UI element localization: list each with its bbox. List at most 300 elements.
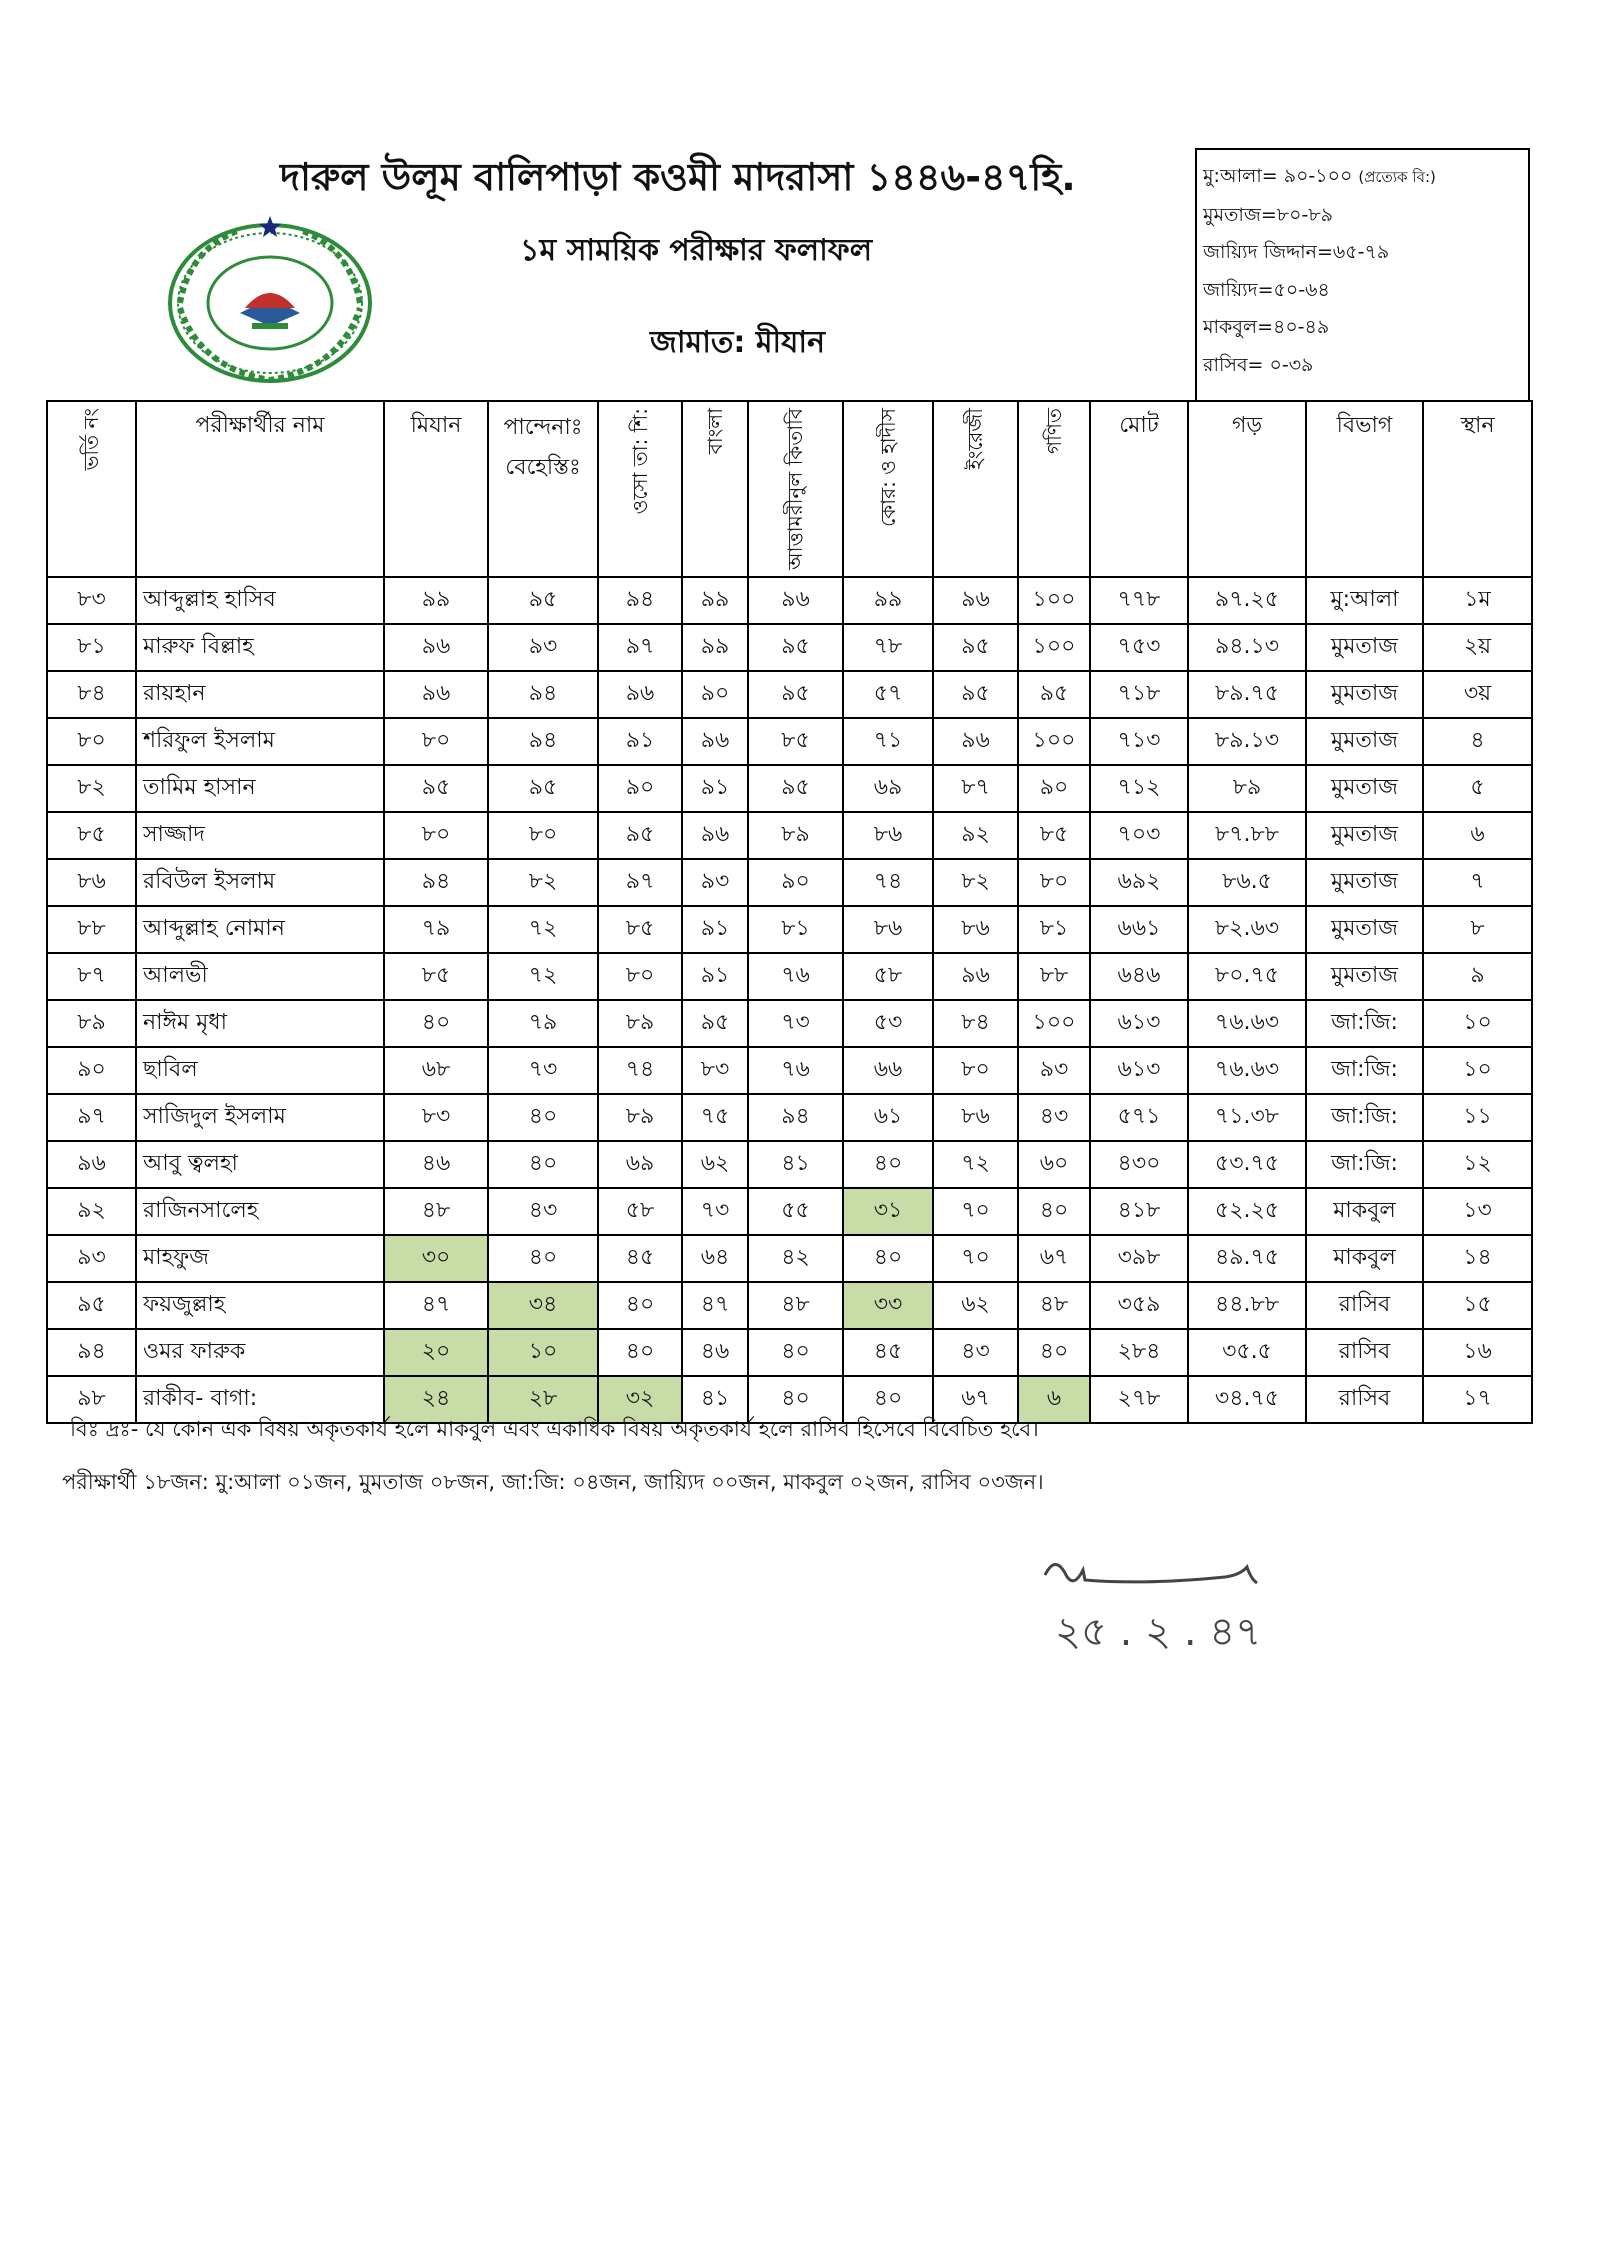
- table-cell: ৮৪: [933, 1000, 1018, 1047]
- student-name-cell: রাজিনসালেহ: [136, 1188, 384, 1235]
- table-cell: ৬৯: [598, 1141, 682, 1188]
- table-cell: ১৪: [1423, 1235, 1532, 1282]
- table-cell: ১৩: [1423, 1188, 1532, 1235]
- table-row: [47, 1329, 1532, 1376]
- table-cell: ৭৬: [748, 1047, 843, 1094]
- table-cell: ৬৭: [933, 1376, 1018, 1423]
- table-cell: জা:জি:: [1306, 1000, 1423, 1047]
- table-cell: ৪০: [843, 1235, 933, 1282]
- madrasa-logo: [160, 208, 380, 388]
- table-cell: ৩২: [598, 1376, 682, 1423]
- table-cell: ৬০: [1018, 1141, 1090, 1188]
- table-cell: ৪০: [748, 1376, 843, 1423]
- table-cell: ৮৭: [47, 953, 136, 1000]
- table-cell: ১০: [1423, 1000, 1532, 1047]
- exam-subtitle: ১ম সাময়িক পরীক্ষার ফলাফল: [520, 233, 873, 268]
- table-cell: ৭৯: [488, 1000, 598, 1047]
- table-cell: ৮৪: [47, 671, 136, 718]
- table-cell: ৬৭: [1018, 1235, 1090, 1282]
- legend-item: জায়্যিদ জিদ্দান=৬৫-৭৯: [1203, 241, 1390, 263]
- student-name-cell: আব্দুল্লাহ হাসিব: [136, 577, 384, 624]
- table-row: [47, 906, 1532, 953]
- table-cell: ৮২: [933, 859, 1018, 906]
- table-cell: ৭২: [933, 1141, 1018, 1188]
- table-cell: ৭৮: [843, 624, 933, 671]
- table-cell: ৮৯.৭৫: [1188, 671, 1306, 718]
- table-cell: ৯১: [682, 953, 748, 1000]
- table-row: [47, 1188, 1532, 1235]
- table-cell: ৪৫: [843, 1329, 933, 1376]
- table-cell: ৯৬: [748, 577, 843, 624]
- table-cell: ৯৫: [488, 577, 598, 624]
- table-cell: ২৮৪: [1090, 1329, 1188, 1376]
- table-cell: ৮২: [488, 859, 598, 906]
- table-cell: ৯৭.২৫: [1188, 577, 1306, 624]
- table-cell: ৪০: [843, 1376, 933, 1423]
- header-roll: ভর্তি নং: [47, 401, 136, 577]
- table-cell: ৭৫৩: [1090, 624, 1188, 671]
- table-cell: ১ম: [1423, 577, 1532, 624]
- table-cell: ৭০: [933, 1188, 1018, 1235]
- table-cell: ৯০: [1018, 765, 1090, 812]
- grading-legend: [1195, 148, 1530, 400]
- header-position: স্থান: [1423, 401, 1532, 577]
- table-cell: ২৮: [488, 1376, 598, 1423]
- table-row: [47, 671, 1532, 718]
- table-cell: ৪০: [843, 1141, 933, 1188]
- header-english: ইংরেজী: [933, 401, 1018, 577]
- table-cell: ৪৯.৭৫: [1188, 1235, 1306, 1282]
- header-mizan: মিযান: [384, 401, 488, 577]
- table-cell: ৫৩: [843, 1000, 933, 1047]
- table-cell: ৫৭: [843, 671, 933, 718]
- table-cell: ৭৭৮: [1090, 577, 1188, 624]
- table-row: [47, 765, 1532, 812]
- table-cell: ৪১: [748, 1141, 843, 1188]
- table-cell: ৪৬: [682, 1329, 748, 1376]
- table-cell: ৪০: [1018, 1188, 1090, 1235]
- table-cell: ৬৮: [384, 1047, 488, 1094]
- table-cell: ৭৪: [843, 859, 933, 906]
- table-cell: ৪১: [682, 1376, 748, 1423]
- table-cell: ৪: [1423, 718, 1532, 765]
- table-cell: ৮৫: [384, 953, 488, 1000]
- table-cell: ১৭: [1423, 1376, 1532, 1423]
- table-cell: ৮২: [47, 765, 136, 812]
- table-cell: ৮০: [384, 718, 488, 765]
- table-cell: ৯৬: [47, 1141, 136, 1188]
- table-cell: ১০: [1423, 1047, 1532, 1094]
- table-cell: ৯৬: [384, 624, 488, 671]
- table-cell: ৭৬: [748, 953, 843, 1000]
- table-cell: ৯৫: [682, 1000, 748, 1047]
- table-cell: ৬৪: [682, 1235, 748, 1282]
- table-cell: ৪০: [748, 1329, 843, 1376]
- legend-note: (প্রত্যেক বি:): [1358, 168, 1436, 186]
- table-cell: ৮৯: [748, 812, 843, 859]
- table-cell: ৪৫: [598, 1235, 682, 1282]
- table-cell: ৮২.৬৩: [1188, 906, 1306, 953]
- table-cell: ৭১.৩৮: [1188, 1094, 1306, 1141]
- table-row: [47, 859, 1532, 906]
- table-cell: ৯৪: [488, 718, 598, 765]
- table-cell: ৪৮: [1018, 1282, 1090, 1329]
- table-cell: ৭১: [843, 718, 933, 765]
- table-cell: ৫৭১: [1090, 1094, 1188, 1141]
- table-cell: ৯: [1423, 953, 1532, 1000]
- table-cell: ৭৪: [598, 1047, 682, 1094]
- table-cell: ২য়: [1423, 624, 1532, 671]
- table-cell: ২৪: [384, 1376, 488, 1423]
- table-cell: মুমতাজ: [1306, 906, 1423, 953]
- table-cell: ৮৫: [1018, 812, 1090, 859]
- table-cell: ৪৪.৮৮: [1188, 1282, 1306, 1329]
- table-row: [47, 624, 1532, 671]
- table-cell: ৮৭.৮৮: [1188, 812, 1306, 859]
- table-row: [47, 1235, 1532, 1282]
- table-cell: ৪৩০: [1090, 1141, 1188, 1188]
- student-name-cell: রায়হান: [136, 671, 384, 718]
- table-cell: ৭: [1423, 859, 1532, 906]
- table-cell: ৪৩: [933, 1329, 1018, 1376]
- table-cell: ৪৭: [384, 1282, 488, 1329]
- table-cell: ৮৫: [748, 718, 843, 765]
- table-cell: মুমতাজ: [1306, 953, 1423, 1000]
- table-cell: মুমতাজ: [1306, 812, 1423, 859]
- table-cell: ৯৪: [748, 1094, 843, 1141]
- signature: [1025, 1545, 1325, 1675]
- student-name-cell: ছাবিল: [136, 1047, 384, 1094]
- table-cell: ৮১: [1018, 906, 1090, 953]
- legend-item: মাকবুল=৪০-৪৯: [1203, 316, 1330, 338]
- table-cell: ৯২: [47, 1188, 136, 1235]
- table-cell: জা:জি:: [1306, 1141, 1423, 1188]
- legend-item: মুমতাজ=৮০-৮৯: [1203, 203, 1333, 226]
- table-row: [47, 577, 1532, 624]
- table-cell: ৭৬.৬৩: [1188, 1047, 1306, 1094]
- table-cell: ৯৫: [384, 765, 488, 812]
- table-cell: ৯৫: [748, 671, 843, 718]
- table-cell: ৫২.২৫: [1188, 1188, 1306, 1235]
- table-cell: ১৫: [1423, 1282, 1532, 1329]
- table-cell: ৬১৩: [1090, 1047, 1188, 1094]
- table-cell: ৯৫: [47, 1282, 136, 1329]
- table-cell: ৪০: [1018, 1329, 1090, 1376]
- student-name-cell: রাকীব- বাগা:: [136, 1376, 384, 1423]
- table-cell: ১২: [1423, 1141, 1532, 1188]
- table-cell: ৮৩: [47, 577, 136, 624]
- table-cell: মুমতাজ: [1306, 671, 1423, 718]
- table-cell: ৯৫: [933, 624, 1018, 671]
- table-cell: ৯৬: [933, 718, 1018, 765]
- table-cell: ৮: [1423, 906, 1532, 953]
- table-cell: ৯৫: [598, 812, 682, 859]
- header-tamrin: আত্তামরীনুল কিতাবি: [748, 401, 843, 577]
- table-cell: ৮৭: [933, 765, 1018, 812]
- student-name-cell: নাঈম মৃধা: [136, 1000, 384, 1047]
- table-cell: ৫৩.৭৫: [1188, 1141, 1306, 1188]
- table-cell: ৮৩: [682, 1047, 748, 1094]
- table-cell: ৪০: [598, 1282, 682, 1329]
- table-cell: ৭২: [488, 906, 598, 953]
- table-header-row: [47, 401, 1532, 577]
- table-cell: ৬: [1423, 812, 1532, 859]
- table-cell: ৮৫: [47, 812, 136, 859]
- table-cell: ৩৯৮: [1090, 1235, 1188, 1282]
- table-cell: ৪২: [748, 1235, 843, 1282]
- table-cell: ৫: [1423, 765, 1532, 812]
- table-cell: ৭৫: [682, 1094, 748, 1141]
- table-cell: ৯০: [748, 859, 843, 906]
- table-cell: ৩৫৯: [1090, 1282, 1188, 1329]
- table-cell: ২৭৮: [1090, 1376, 1188, 1423]
- student-name-cell: মাহফুজ: [136, 1235, 384, 1282]
- table-cell: ৯৩: [682, 859, 748, 906]
- student-name-cell: তামিম হাসান: [136, 765, 384, 812]
- table-cell: ৩৩: [843, 1282, 933, 1329]
- student-name-cell: শরিফুল ইসলাম: [136, 718, 384, 765]
- table-cell: ৯৭: [598, 624, 682, 671]
- student-name-cell: ওমর ফারুক: [136, 1329, 384, 1376]
- table-cell: ৬১৩: [1090, 1000, 1188, 1047]
- table-cell: ৮৬: [47, 859, 136, 906]
- table-cell: ৯৩: [47, 1235, 136, 1282]
- table-cell: ৯৮: [47, 1376, 136, 1423]
- table-cell: ৯৬: [598, 671, 682, 718]
- student-name-cell: আবু ত্বলহা: [136, 1141, 384, 1188]
- table-cell: ১০০: [1018, 1000, 1090, 1047]
- table-cell: ৯৪: [488, 671, 598, 718]
- table-cell: ৬: [1018, 1376, 1090, 1423]
- table-cell: ৯৫: [1018, 671, 1090, 718]
- table-cell: ৭০: [933, 1235, 1018, 1282]
- table-cell: ৯৬: [933, 577, 1018, 624]
- table-cell: ৪৩: [488, 1188, 598, 1235]
- table-cell: ১০০: [1018, 577, 1090, 624]
- table-cell: ৯৯: [384, 577, 488, 624]
- student-name-cell: সাজ্জাদ: [136, 812, 384, 859]
- table-cell: ৪০: [598, 1329, 682, 1376]
- table-cell: মুমতাজ: [1306, 859, 1423, 906]
- student-name-cell: রবিউল ইসলাম: [136, 859, 384, 906]
- table-cell: ৬৯: [843, 765, 933, 812]
- table-cell: ৬১: [843, 1094, 933, 1141]
- table-cell: ৪৩: [1018, 1094, 1090, 1141]
- table-row: [47, 718, 1532, 765]
- table-cell: ৮৬.৫: [1188, 859, 1306, 906]
- header-bangla: বাংলা: [682, 401, 748, 577]
- table-cell: ৯২: [933, 812, 1018, 859]
- header-division: বিভাগ: [1306, 401, 1423, 577]
- table-cell: ৪০: [488, 1235, 598, 1282]
- table-cell: ১০০: [1018, 624, 1090, 671]
- table-cell: ৯৬: [933, 953, 1018, 1000]
- table-cell: মুমতাজ: [1306, 624, 1423, 671]
- table-cell: ৫৮: [598, 1188, 682, 1235]
- table-row: [47, 1000, 1532, 1047]
- table-cell: ১১: [1423, 1094, 1532, 1141]
- table-cell: ৬২: [933, 1282, 1018, 1329]
- summary-note: পরীক্ষার্থী ১৮জন: মু:আলা ০১জন, মুমতাজ ০৮জন, জা:জি: ০৪জন, জায়্যিদ ০০জন, মাকবুল ০২জন, রাসিব ০৩জন।: [62, 1470, 1044, 1494]
- table-cell: ৬৪৬: [1090, 953, 1188, 1000]
- table-cell: ৮০: [933, 1047, 1018, 1094]
- table-cell: ৪৬: [384, 1141, 488, 1188]
- table-cell: ৯০: [682, 671, 748, 718]
- table-row: [47, 1141, 1532, 1188]
- table-cell: ৯৫: [748, 765, 843, 812]
- table-cell: জা:জি:: [1306, 1094, 1423, 1141]
- table-row: [47, 1094, 1532, 1141]
- table-cell: ৬৯২: [1090, 859, 1188, 906]
- results-table: [46, 400, 1533, 1424]
- table-cell: ৯৭: [598, 859, 682, 906]
- table-cell: রাসিব: [1306, 1376, 1423, 1423]
- legend-item: মু:আলা= ৯০-১০০ (প্রত্যেক বি:): [1203, 165, 1436, 187]
- table-cell: ৯৬: [384, 671, 488, 718]
- table-cell: ৮৯.১৩: [1188, 718, 1306, 765]
- table-cell: ৮১: [47, 624, 136, 671]
- table-cell: ৩৪: [488, 1282, 598, 1329]
- table-cell: ৯৪: [47, 1329, 136, 1376]
- table-cell: রাসিব: [1306, 1329, 1423, 1376]
- table-cell: ৯১: [598, 718, 682, 765]
- student-name-cell: সাজিদুল ইসলাম: [136, 1094, 384, 1141]
- table-cell: ৯৩: [1018, 1047, 1090, 1094]
- table-cell: মু:আলা: [1306, 577, 1423, 624]
- student-name-cell: আব্দুল্লাহ নোমান: [136, 906, 384, 953]
- page-title: দারুল উলূম বালিপাড়া কওমী মাদরাসা ১৪৪৬-৪৭হি.: [280, 155, 1076, 199]
- table-cell: ৮৬: [933, 1094, 1018, 1141]
- table-cell: ৪০: [488, 1094, 598, 1141]
- table-cell: ৮০: [488, 812, 598, 859]
- student-name-cell: ফয়জুল্লাহ: [136, 1282, 384, 1329]
- table-cell: ৭০৩: [1090, 812, 1188, 859]
- table-cell: ৪৮: [384, 1188, 488, 1235]
- table-cell: ৩য়: [1423, 671, 1532, 718]
- legend-item: রাসিব= ০-৩৯: [1203, 353, 1314, 376]
- table-cell: ৯০: [598, 765, 682, 812]
- table-cell: ৭৯: [384, 906, 488, 953]
- table-cell: ৮৮: [47, 906, 136, 953]
- table-cell: ৮৮: [1018, 953, 1090, 1000]
- table-cell: ২০: [384, 1329, 488, 1376]
- header-talim: ওসো তা: শি:: [598, 401, 682, 577]
- table-cell: ৭২: [488, 953, 598, 1000]
- table-cell: ৪৭: [682, 1282, 748, 1329]
- table-cell: মুমতাজ: [1306, 718, 1423, 765]
- table-cell: ৯৯: [682, 577, 748, 624]
- table-cell: ৭১৮: [1090, 671, 1188, 718]
- table-cell: ৬২: [682, 1141, 748, 1188]
- header-math: গণিত: [1018, 401, 1090, 577]
- header-name: পরীক্ষার্থীর নাম: [136, 401, 384, 577]
- table-cell: ১০০: [1018, 718, 1090, 765]
- table-row: [47, 1282, 1532, 1329]
- table-cell: ৭৬.৬৩: [1188, 1000, 1306, 1047]
- table-cell: ৮১: [748, 906, 843, 953]
- table-cell: মাকবুল: [1306, 1235, 1423, 1282]
- header-pandenama: পান্দেনাঃ বেহেস্তিঃ: [488, 401, 598, 577]
- table-cell: ৮০: [47, 718, 136, 765]
- table-cell: ৩৪.৭৫: [1188, 1376, 1306, 1423]
- table-cell: ৭৩: [682, 1188, 748, 1235]
- table-cell: ৩১: [843, 1188, 933, 1235]
- table-cell: ৮৬: [933, 906, 1018, 953]
- student-name-cell: আলভী: [136, 953, 384, 1000]
- table-cell: ৫৫: [748, 1188, 843, 1235]
- table-cell: মুমতাজ: [1306, 765, 1423, 812]
- table-cell: জা:জি:: [1306, 1047, 1423, 1094]
- table-cell: ৯৪: [384, 859, 488, 906]
- table-cell: ৪৮: [748, 1282, 843, 1329]
- table-cell: ৮০: [384, 812, 488, 859]
- header-average: গড়: [1188, 401, 1306, 577]
- student-name-cell: মারুফ বিল্লাহ: [136, 624, 384, 671]
- table-cell: ৯১: [682, 906, 748, 953]
- table-cell: ৮০.৭৫: [1188, 953, 1306, 1000]
- table-cell: ৮৯: [598, 1094, 682, 1141]
- table-cell: ৭১২: [1090, 765, 1188, 812]
- table-cell: রাসিব: [1306, 1282, 1423, 1329]
- table-cell: ৮৩: [384, 1094, 488, 1141]
- table-row: [47, 1047, 1532, 1094]
- table-cell: ১৬: [1423, 1329, 1532, 1376]
- class-label: জামাত: মীযান: [650, 325, 825, 360]
- table-cell: ৮৯: [598, 1000, 682, 1047]
- table-cell: ৬৬১: [1090, 906, 1188, 953]
- table-cell: ৫৮: [843, 953, 933, 1000]
- table-cell: ৯৭: [47, 1094, 136, 1141]
- table-cell: ৪১৮: [1090, 1188, 1188, 1235]
- table-cell: ৭১৩: [1090, 718, 1188, 765]
- table-cell: ৮৬: [843, 812, 933, 859]
- table-cell: ৯৪.১৩: [1188, 624, 1306, 671]
- table-row: [47, 812, 1532, 859]
- table-cell: ১০: [488, 1329, 598, 1376]
- table-cell: ৯৩: [488, 624, 598, 671]
- table-cell: ৯১: [682, 765, 748, 812]
- table-cell: ৯৫: [488, 765, 598, 812]
- table-cell: ৯৪: [598, 577, 682, 624]
- table-cell: ৭৩: [488, 1047, 598, 1094]
- table-cell: ৭৩: [748, 1000, 843, 1047]
- table-cell: ৮০: [598, 953, 682, 1000]
- table-cell: ৯০: [47, 1047, 136, 1094]
- table-cell: ৯৯: [682, 624, 748, 671]
- legend-item: জায়্যিদ=৫০-৬৪: [1203, 278, 1330, 301]
- table-cell: ৮০: [1018, 859, 1090, 906]
- table-cell: ৯৬: [682, 812, 748, 859]
- table-row: [47, 953, 1532, 1000]
- rule-note: বিঃ দ্রঃ- যে কোন এক বিষয় অকৃতকার্য হলে মাকবুল এবং একাধিক বিষয় অকৃতকার্য হলে রাসিব হিসেবে বিবেচিত হবে।: [70, 1417, 1039, 1441]
- table-cell: ৪০: [488, 1141, 598, 1188]
- table-cell: ৩০: [384, 1235, 488, 1282]
- table-cell: মাকবুল: [1306, 1188, 1423, 1235]
- table-cell: ৯৯: [843, 577, 933, 624]
- table-cell: ৯৬: [682, 718, 748, 765]
- table-cell: ৮৯: [47, 1000, 136, 1047]
- table-cell: ৮৬: [843, 906, 933, 953]
- signature-date: ২৫ . ২ . ৪৭: [1055, 1609, 1262, 1655]
- table-cell: ৯৫: [748, 624, 843, 671]
- table-cell: ৬৬: [843, 1047, 933, 1094]
- table-cell: ৮৯: [1188, 765, 1306, 812]
- header-total: মোট: [1090, 401, 1188, 577]
- table-cell: ৪০: [384, 1000, 488, 1047]
- header-quran-hadith: কোর: ও হাদীস: [843, 401, 933, 577]
- table-cell: ৯৫: [933, 671, 1018, 718]
- table-cell: ৩৫.৫: [1188, 1329, 1306, 1376]
